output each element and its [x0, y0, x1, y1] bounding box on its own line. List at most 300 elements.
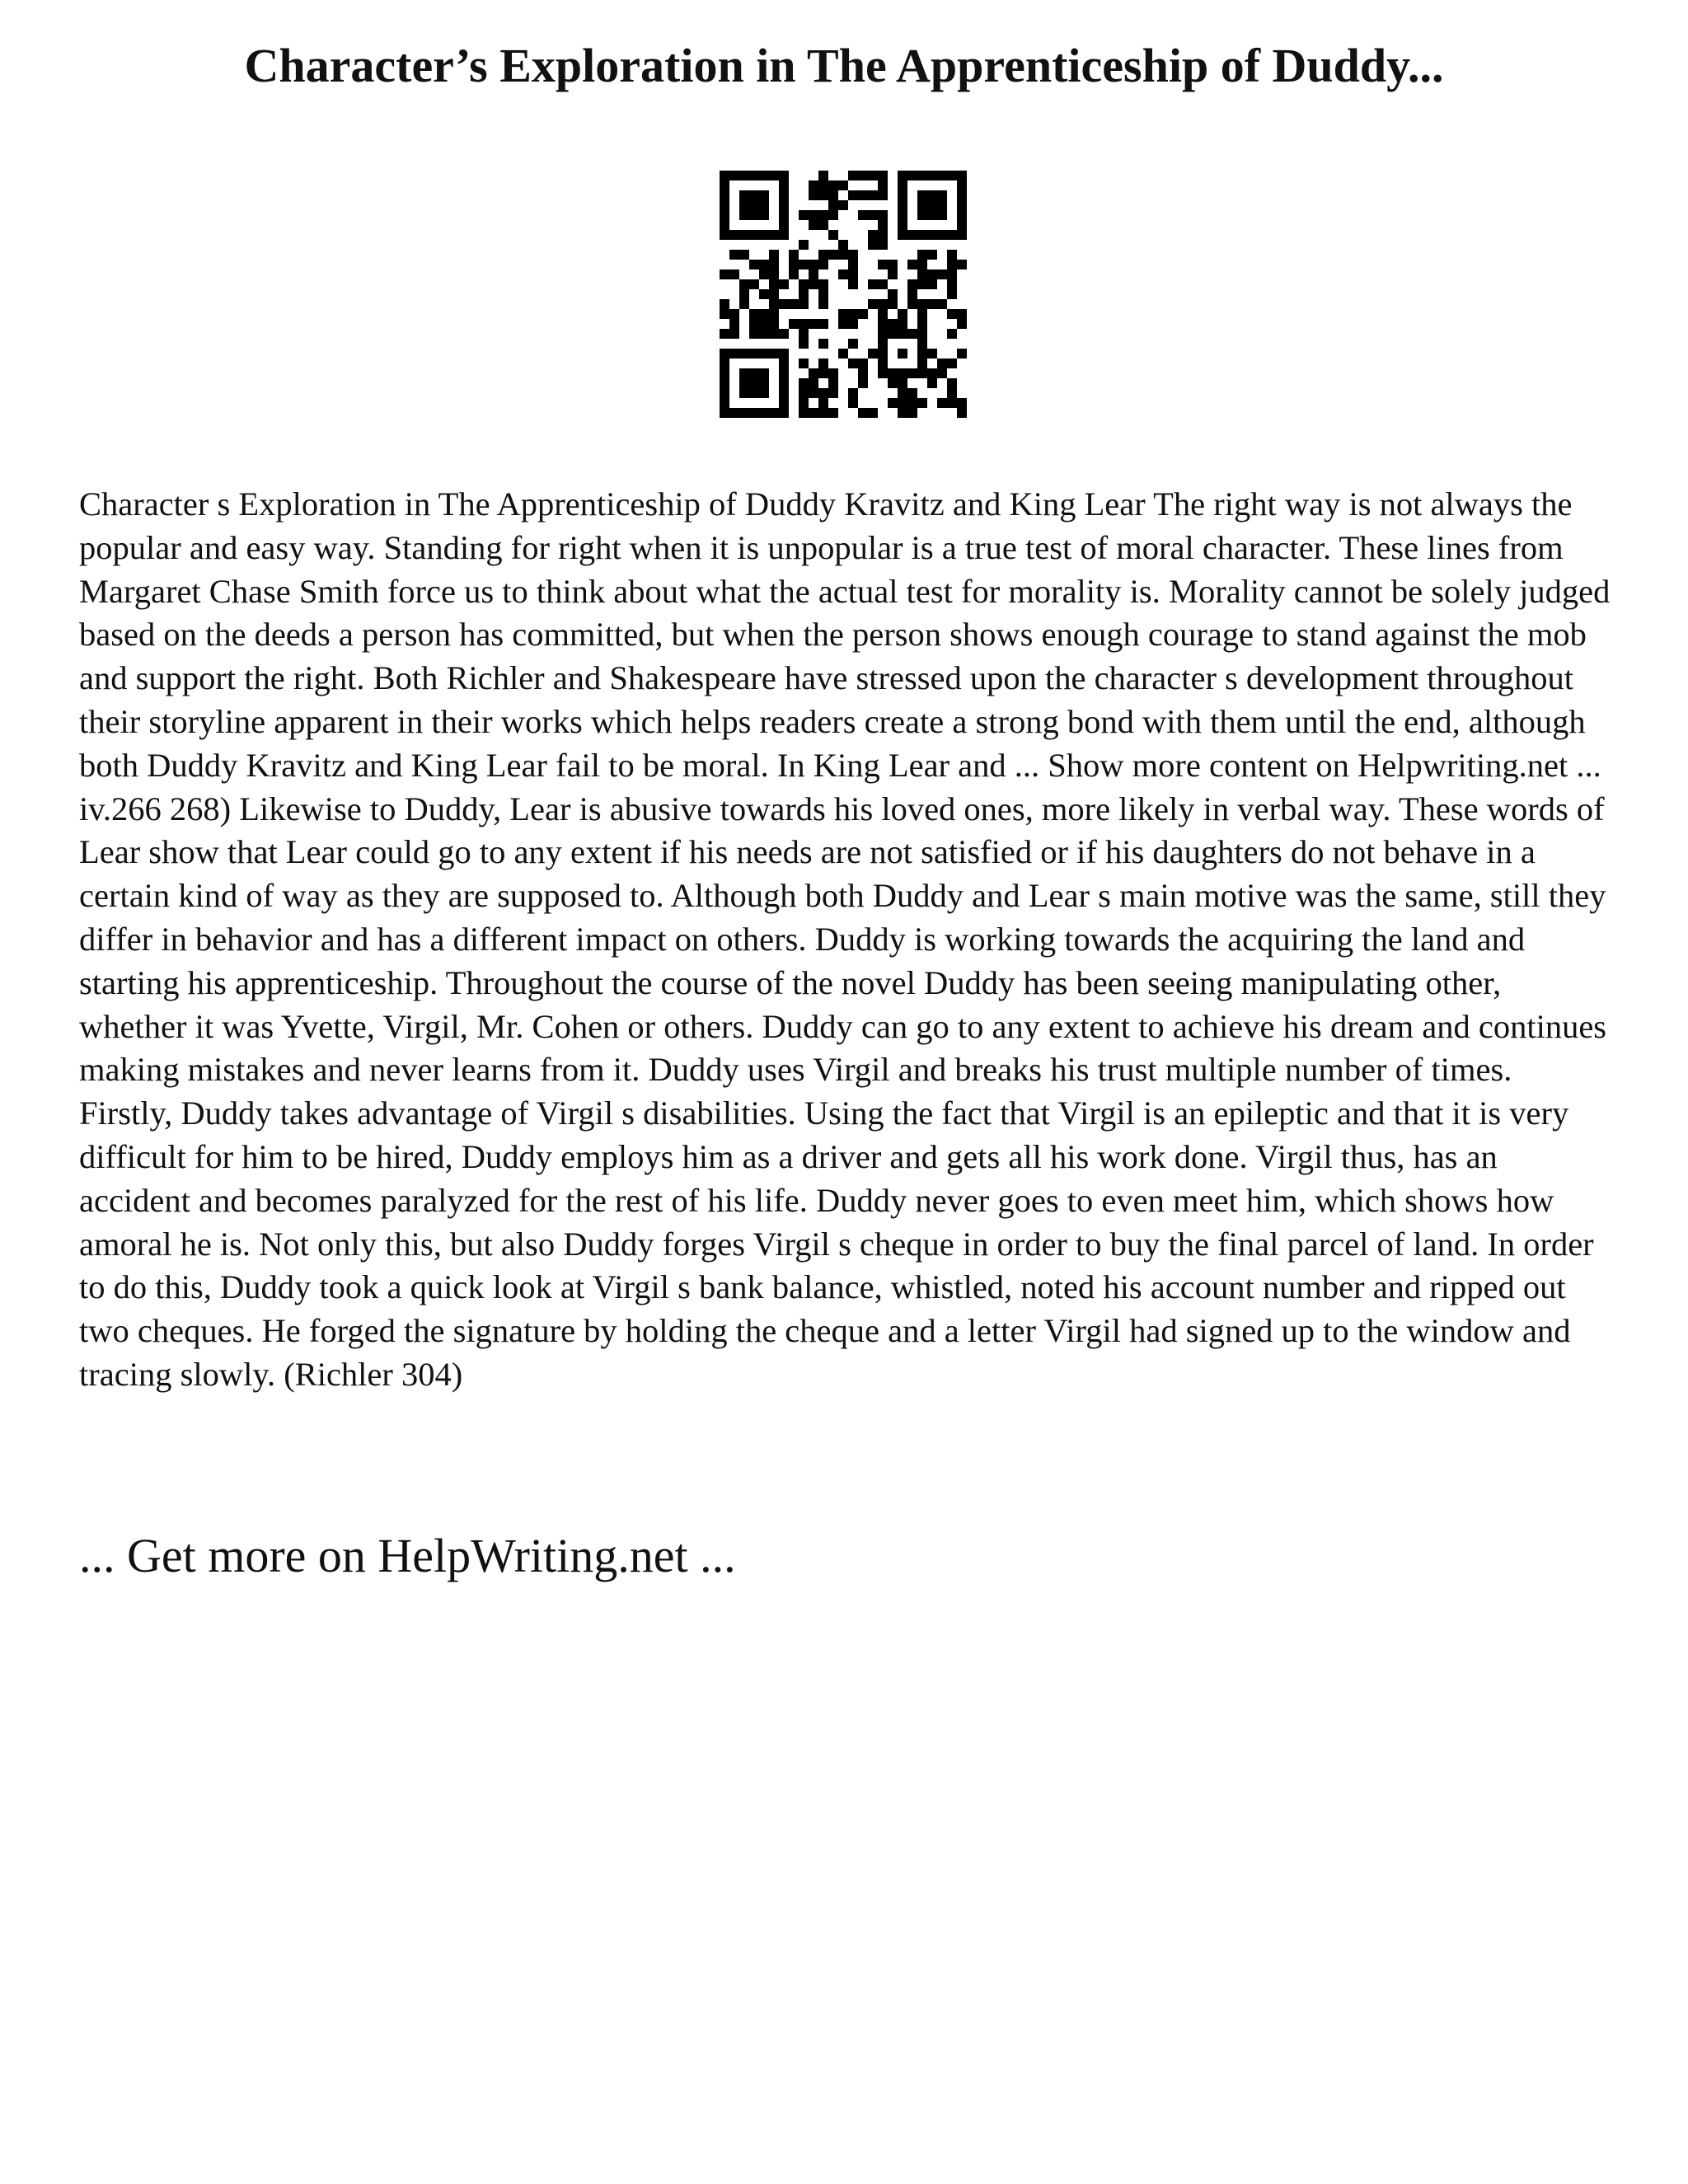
qr-module	[957, 398, 967, 408]
qr-module	[818, 339, 828, 349]
qr-module	[720, 378, 729, 388]
qr-module	[917, 349, 927, 359]
qr-module	[838, 319, 848, 329]
qr-module	[917, 398, 927, 408]
qr-module	[720, 359, 729, 368]
qr-module	[868, 240, 878, 250]
qr-module	[957, 171, 967, 180]
qr-module	[759, 171, 769, 180]
qr-module	[769, 289, 779, 299]
qr-module	[759, 289, 769, 299]
qr-module	[809, 368, 818, 378]
qr-module	[769, 250, 779, 260]
qr-module	[779, 368, 789, 378]
qr-module	[888, 260, 898, 269]
qr-module	[878, 349, 888, 359]
qr-module	[898, 210, 907, 220]
qr-module	[937, 398, 947, 408]
qr-module	[917, 329, 927, 339]
qr-module	[809, 269, 818, 279]
qr-module	[789, 260, 799, 269]
qr-module	[907, 230, 917, 240]
qr-module	[898, 378, 907, 388]
qr-module	[759, 269, 769, 279]
qr-module	[927, 378, 937, 388]
qr-module	[809, 180, 818, 190]
qr-module	[838, 269, 848, 279]
qr-module	[720, 200, 729, 210]
qr-module	[749, 200, 759, 210]
qr-module	[927, 349, 937, 359]
qr-module	[937, 200, 947, 210]
qr-module	[917, 359, 927, 368]
qr-module	[888, 398, 898, 408]
qr-module	[858, 190, 868, 200]
qr-module	[898, 220, 907, 230]
qr-module	[749, 388, 759, 398]
qr-module	[799, 240, 809, 250]
qr-module	[720, 220, 729, 230]
qr-module	[799, 329, 809, 339]
qr-module	[907, 171, 917, 180]
qr-module	[898, 368, 907, 378]
qr-module	[937, 210, 947, 220]
qr-module	[937, 299, 947, 309]
qr-module	[818, 250, 828, 260]
qr-module	[749, 368, 759, 378]
qr-module	[947, 289, 957, 299]
qr-module	[898, 171, 907, 180]
qr-module	[888, 269, 898, 279]
qr-module	[828, 230, 838, 240]
qr-module	[858, 408, 868, 418]
qr-module	[917, 368, 927, 378]
qr-module	[779, 378, 789, 388]
qr-module	[878, 359, 888, 368]
qr-module	[769, 269, 779, 279]
qr-module	[729, 349, 739, 359]
qr-module	[739, 210, 749, 220]
qr-module	[818, 398, 828, 408]
qr-module	[739, 230, 749, 240]
qr-module	[878, 339, 888, 349]
qr-module	[878, 299, 888, 309]
qr-module	[818, 180, 828, 190]
qr-module	[769, 279, 779, 289]
qr-module	[927, 368, 937, 378]
qr-module	[957, 230, 967, 240]
qr-module	[779, 200, 789, 210]
qr-module	[917, 230, 927, 240]
qr-module	[838, 180, 848, 190]
qr-module	[720, 329, 729, 339]
qr-module	[739, 388, 749, 398]
qr-module	[907, 368, 917, 378]
qr-module	[937, 230, 947, 240]
qr-module	[799, 378, 809, 388]
qr-module	[779, 279, 789, 289]
essay-body: Character s Exploration in The Apprenticeship of Duddy Kravitz and King Lear The right way is not always the popular and easy way. Standing for right when it is unpopular is a true test of moral character. These lines from Margaret Chase Smith force us to think about what the actual test for morality is. Morality cannot be solely judged based on the deeds a person has committed, but when the person shows enough courage to stand against the mob and support the right. Both Richler and Shakespeare have stressed upon the character s development throughout their storyline apparent in their works which helps readers create a strong bond with them until the end, although both Duddy Kravitz and King Lear fail to be moral. In King Lear and ... Show more content on Helpwriting.net ... iv.266 268) Likewise to Duddy, Lear is abusive towards his loved ones, more likely in verbal way. These words of Lear show that Lear could go to any extent if his needs are not satisfied or if his daughters do not behave in a certain kind of way as they are supposed to. Although both Duddy and Lear s main motive was the same, still they differ in behavior and has a different impact on others. Duddy is working towards the acquiring the land and starting his apprenticeship. Throughout the course of the novel Duddy has been seeing manipulating other, whether it was Yvette, Virgil, Mr. Cohen or others. Duddy can go to any extent to achieve his dream and continues making mistakes and never learns from it. Duddy uses Virgil and breaks his trust multiple number of times. Firstly, Duddy takes advantage of Virgil s disabilities. Using the fact that Virgil is an epileptic and that it is very difficult for him to be hired, Duddy employs him as a driver and gets all his work done. Virgil thus, has an accident and becomes paralyzed for the rest of his life. Duddy never goes to even meet him, which shows how amoral he is. Not only this, but also Duddy forges Virgil s cheque in order to buy the final parcel of land. In order to do this, Duddy took a quick look at Virgil s bank balance, whistled, noted his account number and ripped out two cheques. He forged the signature by holding the cheque and a letter Virgil had signed up to the window and tracing slowly. (Richler 304)	[79, 485, 1611, 1393]
qr-module	[720, 171, 729, 180]
qr-module	[799, 289, 809, 299]
qr-module	[878, 190, 888, 200]
qr-module	[878, 171, 888, 180]
qr-module	[769, 309, 779, 319]
qr-module	[848, 339, 858, 349]
qr-module	[858, 171, 868, 180]
qr-module	[818, 408, 828, 418]
qr-module	[957, 180, 967, 190]
qr-module	[828, 190, 838, 200]
qr-module	[789, 299, 799, 309]
qr-module	[917, 319, 927, 329]
qr-module	[917, 299, 927, 309]
qr-module	[809, 210, 818, 220]
qr-module	[917, 210, 927, 220]
qr-module	[739, 378, 749, 388]
qr-module	[957, 220, 967, 230]
qr-module	[818, 220, 828, 230]
qr-module	[848, 319, 858, 329]
qr-module	[779, 359, 789, 368]
qr-module	[878, 260, 888, 269]
qr-module	[848, 398, 858, 408]
qr-module	[729, 269, 739, 279]
qr-module	[789, 269, 799, 279]
qr-module	[739, 190, 749, 200]
qr-module	[917, 260, 927, 269]
qr-module	[818, 171, 828, 180]
qr-module	[799, 299, 809, 309]
qr-module	[818, 368, 828, 378]
qr-module	[878, 309, 888, 319]
qr-module	[888, 368, 898, 378]
qr-module	[927, 279, 937, 289]
qr-module	[739, 408, 749, 418]
qr-module	[818, 319, 828, 329]
qr-module	[799, 279, 809, 289]
qr-module	[898, 408, 907, 418]
qr-module	[720, 349, 729, 359]
qr-module	[957, 190, 967, 200]
qr-module	[838, 309, 848, 319]
qr-module	[818, 210, 828, 220]
qr-module	[779, 349, 789, 359]
qr-module	[868, 349, 878, 359]
qr-module	[720, 230, 729, 240]
qr-module	[759, 378, 769, 388]
qr-module	[749, 309, 759, 319]
qr-module	[898, 349, 907, 359]
qr-module	[759, 230, 769, 240]
qr-module	[878, 368, 888, 378]
qr-module	[947, 269, 957, 279]
qr-module	[759, 309, 769, 319]
qr-module	[789, 250, 799, 260]
qr-module	[868, 230, 878, 240]
qr-module	[779, 388, 789, 398]
qr-module	[729, 250, 739, 260]
qr-module	[769, 299, 779, 309]
qr-module	[759, 329, 769, 339]
qr-module	[828, 368, 838, 378]
qr-module	[927, 299, 937, 309]
qr-module	[749, 349, 759, 359]
qr-module	[927, 200, 937, 210]
qr-module	[878, 230, 888, 240]
qr-module	[917, 171, 927, 180]
qr-module	[947, 230, 957, 240]
qr-module	[888, 329, 898, 339]
qr-module	[720, 210, 729, 220]
qr-module	[848, 250, 858, 260]
get-more-link[interactable]: ... Get more on HelpWriting.net ...	[79, 1529, 736, 1582]
qr-module	[878, 180, 888, 190]
qr-module	[878, 220, 888, 230]
qr-module	[838, 349, 848, 359]
qr-module	[927, 269, 937, 279]
qr-module	[898, 200, 907, 210]
qr-module	[720, 368, 729, 378]
qr-module	[927, 250, 937, 260]
qr-module	[868, 299, 878, 309]
qr-module	[809, 388, 818, 398]
qr-module	[739, 171, 749, 180]
qr-module	[917, 190, 927, 200]
qr-module	[858, 210, 868, 220]
qr-module	[828, 250, 838, 260]
qr-module	[898, 190, 907, 200]
qr-module	[888, 289, 898, 299]
qr-module	[888, 378, 898, 388]
qr-module	[769, 319, 779, 329]
qr-module	[769, 171, 779, 180]
qr-module	[749, 408, 759, 418]
qr-module	[947, 359, 957, 368]
qr-module	[888, 299, 898, 309]
qr-module	[907, 408, 917, 418]
qr-module	[759, 190, 769, 200]
qr-module	[947, 171, 957, 180]
qr-module	[878, 210, 888, 220]
qr-module	[818, 190, 828, 200]
qr-module	[828, 200, 838, 210]
qr-module	[878, 279, 888, 289]
qr-module	[729, 408, 739, 418]
qr-module	[799, 388, 809, 398]
qr-module	[729, 230, 739, 240]
qr-module	[818, 299, 828, 309]
qr-module	[927, 230, 937, 240]
qr-module	[799, 339, 809, 349]
qr-module	[749, 260, 759, 269]
qr-module	[848, 269, 858, 279]
qr-module	[828, 408, 838, 418]
qr-module	[838, 250, 848, 260]
qr-module	[898, 329, 907, 339]
qr-module	[848, 279, 858, 289]
qr-module	[749, 378, 759, 388]
qr-module	[947, 250, 957, 260]
qr-module	[858, 378, 868, 388]
qr-module	[749, 171, 759, 180]
qr-module	[739, 349, 749, 359]
qr-module	[898, 309, 907, 319]
qr-module	[848, 260, 858, 269]
qr-module	[749, 319, 759, 329]
qr-module	[898, 398, 907, 408]
qr-module	[769, 329, 779, 339]
qr-module	[809, 190, 818, 200]
qr-module	[947, 260, 957, 269]
qr-module	[739, 299, 749, 309]
qr-module	[749, 190, 759, 200]
qr-module	[720, 408, 729, 418]
qr-module	[947, 378, 957, 388]
qr-module	[720, 309, 729, 319]
qr-module	[799, 398, 809, 408]
qr-module	[917, 339, 927, 349]
qr-module	[878, 319, 888, 329]
qr-module	[898, 230, 907, 240]
qr-module	[947, 279, 957, 289]
qr-module	[898, 180, 907, 190]
qr-module	[868, 171, 878, 180]
qr-module	[828, 388, 838, 398]
qr-module	[799, 210, 809, 220]
qr-module	[769, 349, 779, 359]
qr-module	[828, 210, 838, 220]
qr-module	[957, 260, 967, 269]
qr-module	[858, 359, 868, 368]
qr-module	[749, 230, 759, 240]
qr-module	[779, 408, 789, 418]
qr-module	[779, 299, 789, 309]
qr-module	[729, 171, 739, 180]
page-title: Character’s Exploration in The Apprenticeship of Duddy...	[244, 39, 1444, 92]
qr-module	[809, 319, 818, 329]
qr-module	[937, 368, 947, 378]
qr-module	[779, 180, 789, 190]
qr-module	[957, 200, 967, 210]
qr-module	[957, 210, 967, 220]
qr-module	[799, 359, 809, 368]
qr-module	[878, 240, 888, 250]
qr-module	[907, 279, 917, 289]
qr-module	[759, 349, 769, 359]
qr-module	[838, 200, 848, 210]
qr-module	[809, 408, 818, 418]
qr-module	[878, 329, 888, 339]
qr-module	[749, 210, 759, 220]
qr-module	[818, 260, 828, 269]
qr-module	[729, 329, 739, 339]
qr-module	[907, 260, 917, 269]
qr-module	[937, 190, 947, 200]
qr-module	[809, 378, 818, 388]
qr-module	[848, 388, 858, 398]
qr-code-icon	[720, 171, 967, 418]
qr-module	[759, 388, 769, 398]
qr-module	[739, 289, 749, 299]
qr-module	[907, 398, 917, 408]
qr-module	[799, 260, 809, 269]
qr-module	[917, 279, 927, 289]
qr-module	[898, 388, 907, 398]
qr-module	[809, 279, 818, 289]
qr-module	[779, 171, 789, 180]
qr-module	[720, 180, 729, 190]
qr-module	[858, 368, 868, 378]
qr-module	[720, 388, 729, 398]
qr-module	[868, 190, 878, 200]
qr-module	[769, 408, 779, 418]
qr-module	[868, 408, 878, 418]
qr-module	[729, 309, 739, 319]
qr-module	[907, 289, 917, 299]
qr-module	[759, 260, 769, 269]
qr-module	[739, 200, 749, 210]
qr-module	[848, 190, 858, 200]
qr-module	[818, 279, 828, 289]
qr-module	[809, 220, 818, 230]
qr-module	[759, 319, 769, 329]
qr-module	[947, 388, 957, 398]
qr-module	[868, 279, 878, 289]
qr-module	[739, 250, 749, 260]
qr-module	[898, 319, 907, 329]
qr-module	[828, 180, 838, 190]
qr-module	[720, 190, 729, 200]
qr-module	[848, 171, 858, 180]
qr-module	[739, 368, 749, 378]
qr-module	[720, 269, 729, 279]
qr-module	[907, 329, 917, 339]
qr-module	[927, 210, 937, 220]
qr-module	[957, 309, 967, 319]
qr-module	[818, 388, 828, 398]
qr-module	[729, 319, 739, 329]
qr-module	[917, 269, 927, 279]
qr-module	[779, 398, 789, 408]
qr-module	[848, 309, 858, 319]
qr-module	[858, 309, 868, 319]
qr-module	[818, 359, 828, 368]
qr-module	[749, 279, 759, 289]
qr-module	[927, 190, 937, 200]
qr-module	[759, 408, 769, 418]
qr-module	[749, 329, 759, 339]
qr-module	[789, 319, 799, 329]
qr-module	[759, 200, 769, 210]
qr-module	[957, 408, 967, 418]
qr-module	[759, 368, 769, 378]
qr-module	[769, 260, 779, 269]
qr-module	[917, 200, 927, 210]
qr-module	[720, 398, 729, 408]
qr-module	[779, 230, 789, 240]
qr-module	[937, 359, 947, 368]
qr-module	[947, 329, 957, 339]
qr-module	[937, 171, 947, 180]
qr-module	[917, 309, 927, 319]
qr-module	[937, 269, 947, 279]
qr-module	[957, 319, 967, 329]
qr-module	[818, 289, 828, 299]
qr-module	[927, 171, 937, 180]
qr-module	[947, 398, 957, 408]
qr-module	[799, 319, 809, 329]
